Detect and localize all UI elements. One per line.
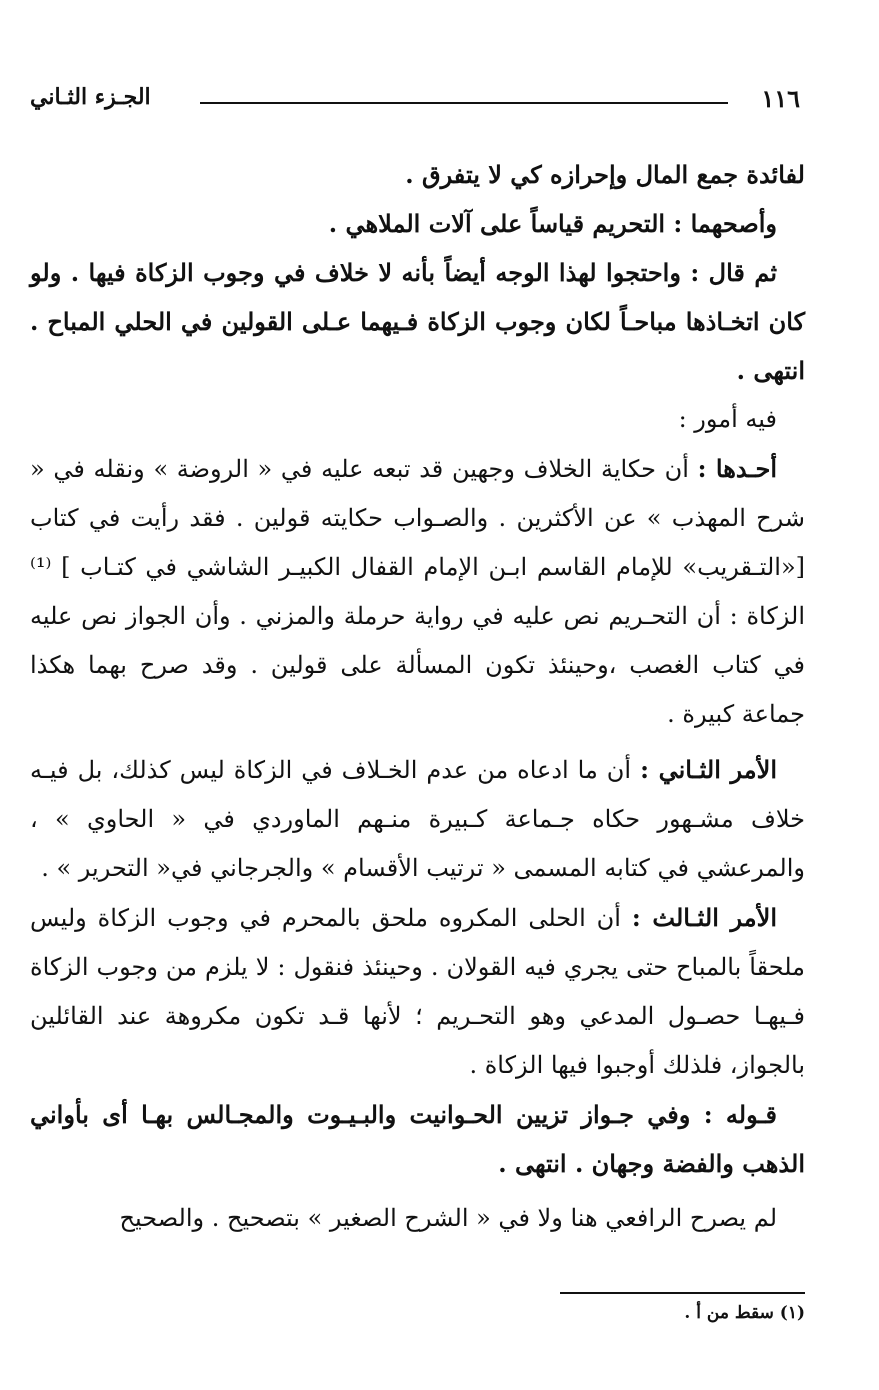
paragraph-5-lead: أحـدها : <box>697 454 777 483</box>
body-text <box>30 150 805 1243</box>
paragraph-2: وأصحهما : التحريم قياساً على آلات الملاهي . <box>328 209 777 238</box>
paragraph-8: قـوله : وفي جـواز تزيين الحـوانيت والبـيـوت والمجـالس بهـا أى بأواني الذهب والفضة وجهان . انتهى . <box>30 1100 805 1178</box>
footnote-rule <box>560 1292 805 1294</box>
paragraph-9: لم يصرح الرافعي هنا ولا في « الشرح الصغير » بتصحيح . والصحيح <box>119 1204 777 1232</box>
footnote: (١) سقط من أ . <box>684 1303 805 1323</box>
paragraph-3: ثم قال : واحتجوا لهذا الوجه أيضاً بأنه لا خلاف في وجوب الزكاة فيها . ولو كان اتخـاذها مباحـاً لكان وجوب الزكاة فـيهما عـلى القولين في الحلي المباح . انتهى . <box>30 258 805 385</box>
paragraph-6-lead: الأمر الثـاني : <box>640 755 777 784</box>
paragraph-6 <box>30 745 805 893</box>
paragraph-6-text: أن ما ادعاه من عدم الخـلاف في الزكاة ليس كذلك، بل فيـه خلاف مشـهور حكاه جـماعة كـبيرة منـهم الماوردي في « الحاوي » ، والمرعشي في كتابه المسمى « ترتيب الأقسام » والجرجاني في« التحرير » . <box>30 756 805 882</box>
page-number: ١١٦ <box>761 84 800 113</box>
paragraph-7 <box>30 893 805 1090</box>
header-rule <box>200 102 728 104</box>
paragraph-7-text: أن الحلى المكروه ملحق بالمحرم في وجوب الزكاة وليس ملحقاً بالمباح حتى يجري فيه القولان . وحينئذ فنقول : لا يلزم من وجوب الزكاة فـيهـا حصـول المدعي وهو التحـريم ؛ لأنها قـد تكون مكروهة عند القائلين بالجواز، فلذلك أوجبوا فيها الزكاة . <box>30 904 805 1079</box>
paragraph-5-text: أن حكاية الخلاف وجهين قد تبعه عليه في « الروضة » ونقله في « شرح المهذب » عن الأكثرين . والصـواب حكايته قولين . فقد رأيت في كتاب [«التـقريب» للإمام القاسم ابـن الإمام القفال الكبيـر الشاشي في كتـاب ] ⁽¹⁾الزكاة : أن التحـريم نص عليه في رواية حرملة والمزني . وأن الجواز نص عليه في كتاب الغصب ،وحينئذ تكون المسألة على قولين . وقد صرح بهما هكذا جماعة كبيرة . <box>30 455 805 728</box>
page-header <box>30 80 800 120</box>
paragraph-1: لفائدة جمع المال وإحرازه كي لا يتفرق . <box>405 160 805 189</box>
paragraph-5 <box>30 444 805 739</box>
paragraph-4: فيه أمور : <box>678 405 777 433</box>
running-head: الجـزء الثـاني <box>30 84 151 110</box>
paragraph-7-lead: الأمر الثـالث : <box>631 903 777 932</box>
